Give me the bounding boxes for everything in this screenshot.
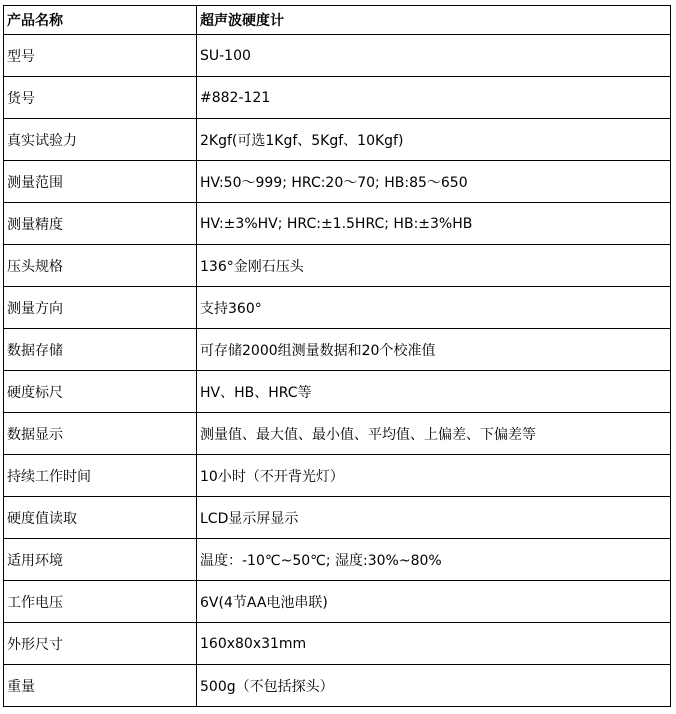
spec-value-cell: 160x80x31mm [197, 623, 671, 665]
table-row [4, 329, 671, 371]
table-header-row [4, 6, 671, 35]
header-value-cell: 超声波硬度计 [197, 6, 671, 35]
spec-value-cell: 温度：-10℃~50℃; 湿度:30%~80% [197, 539, 671, 581]
table-row [4, 119, 671, 161]
spec-value-cell: HV:50～999; HRC:20～70; HB:85～650 [197, 161, 671, 203]
table-row [4, 203, 671, 245]
table-row [4, 245, 671, 287]
spec-value-cell: 2Kgf(可选1Kgf、5Kgf、10Kgf) [197, 119, 671, 161]
spec-value-cell: 支持360° [197, 287, 671, 329]
spec-value-cell: 500g（不包括探头） [197, 665, 671, 707]
table-row [4, 371, 671, 413]
table-row [4, 497, 671, 539]
spec-label-cell: 硬度标尺 [4, 371, 197, 413]
spec-label-cell: 外形尺寸 [4, 623, 197, 665]
table-row [4, 581, 671, 623]
spec-label-cell: 真实试验力 [4, 119, 197, 161]
spec-value-cell: SU-100 [197, 35, 671, 77]
spec-value-cell: HV:±3%HV; HRC:±1.5HRC; HB:±3%HB [197, 203, 671, 245]
spec-value-cell: 136°金刚石压头 [197, 245, 671, 287]
spec-label-cell: 测量范围 [4, 161, 197, 203]
spec-label-cell: 重量 [4, 665, 197, 707]
spec-label-cell: 硬度值读取 [4, 497, 197, 539]
table-row [4, 455, 671, 497]
spec-label-cell: 压头规格 [4, 245, 197, 287]
table-row [4, 161, 671, 203]
spec-value-cell: 6V(4节AA电池串联) [197, 581, 671, 623]
spec-table [3, 5, 671, 707]
spec-label-cell: 工作电压 [4, 581, 197, 623]
spec-label-cell: 型号 [4, 35, 197, 77]
spec-label-cell: 数据显示 [4, 413, 197, 455]
header-label-cell: 产品名称 [4, 6, 197, 35]
spec-label-cell: 测量精度 [4, 203, 197, 245]
spec-value-cell: 可存储2000组测量数据和20个校准值 [197, 329, 671, 371]
table-row [4, 539, 671, 581]
spec-label-cell: 持续工作时间 [4, 455, 197, 497]
table-row [4, 665, 671, 707]
spec-label-cell: 数据存储 [4, 329, 197, 371]
spec-value-cell: 10小时（不开背光灯） [197, 455, 671, 497]
spec-label-cell: 适用环境 [4, 539, 197, 581]
spec-value-cell: HV、HB、HRC等 [197, 371, 671, 413]
table-row [4, 287, 671, 329]
table-row [4, 35, 671, 77]
spec-label-cell: 货号 [4, 77, 197, 119]
spec-label-cell: 测量方向 [4, 287, 197, 329]
table-row [4, 413, 671, 455]
spec-value-cell: #882-121 [197, 77, 671, 119]
spec-value-cell: LCD显示屏显示 [197, 497, 671, 539]
table-row [4, 623, 671, 665]
table-row [4, 77, 671, 119]
spec-value-cell: 测量值、最大值、最小值、平均值、上偏差、下偏差等 [197, 413, 671, 455]
